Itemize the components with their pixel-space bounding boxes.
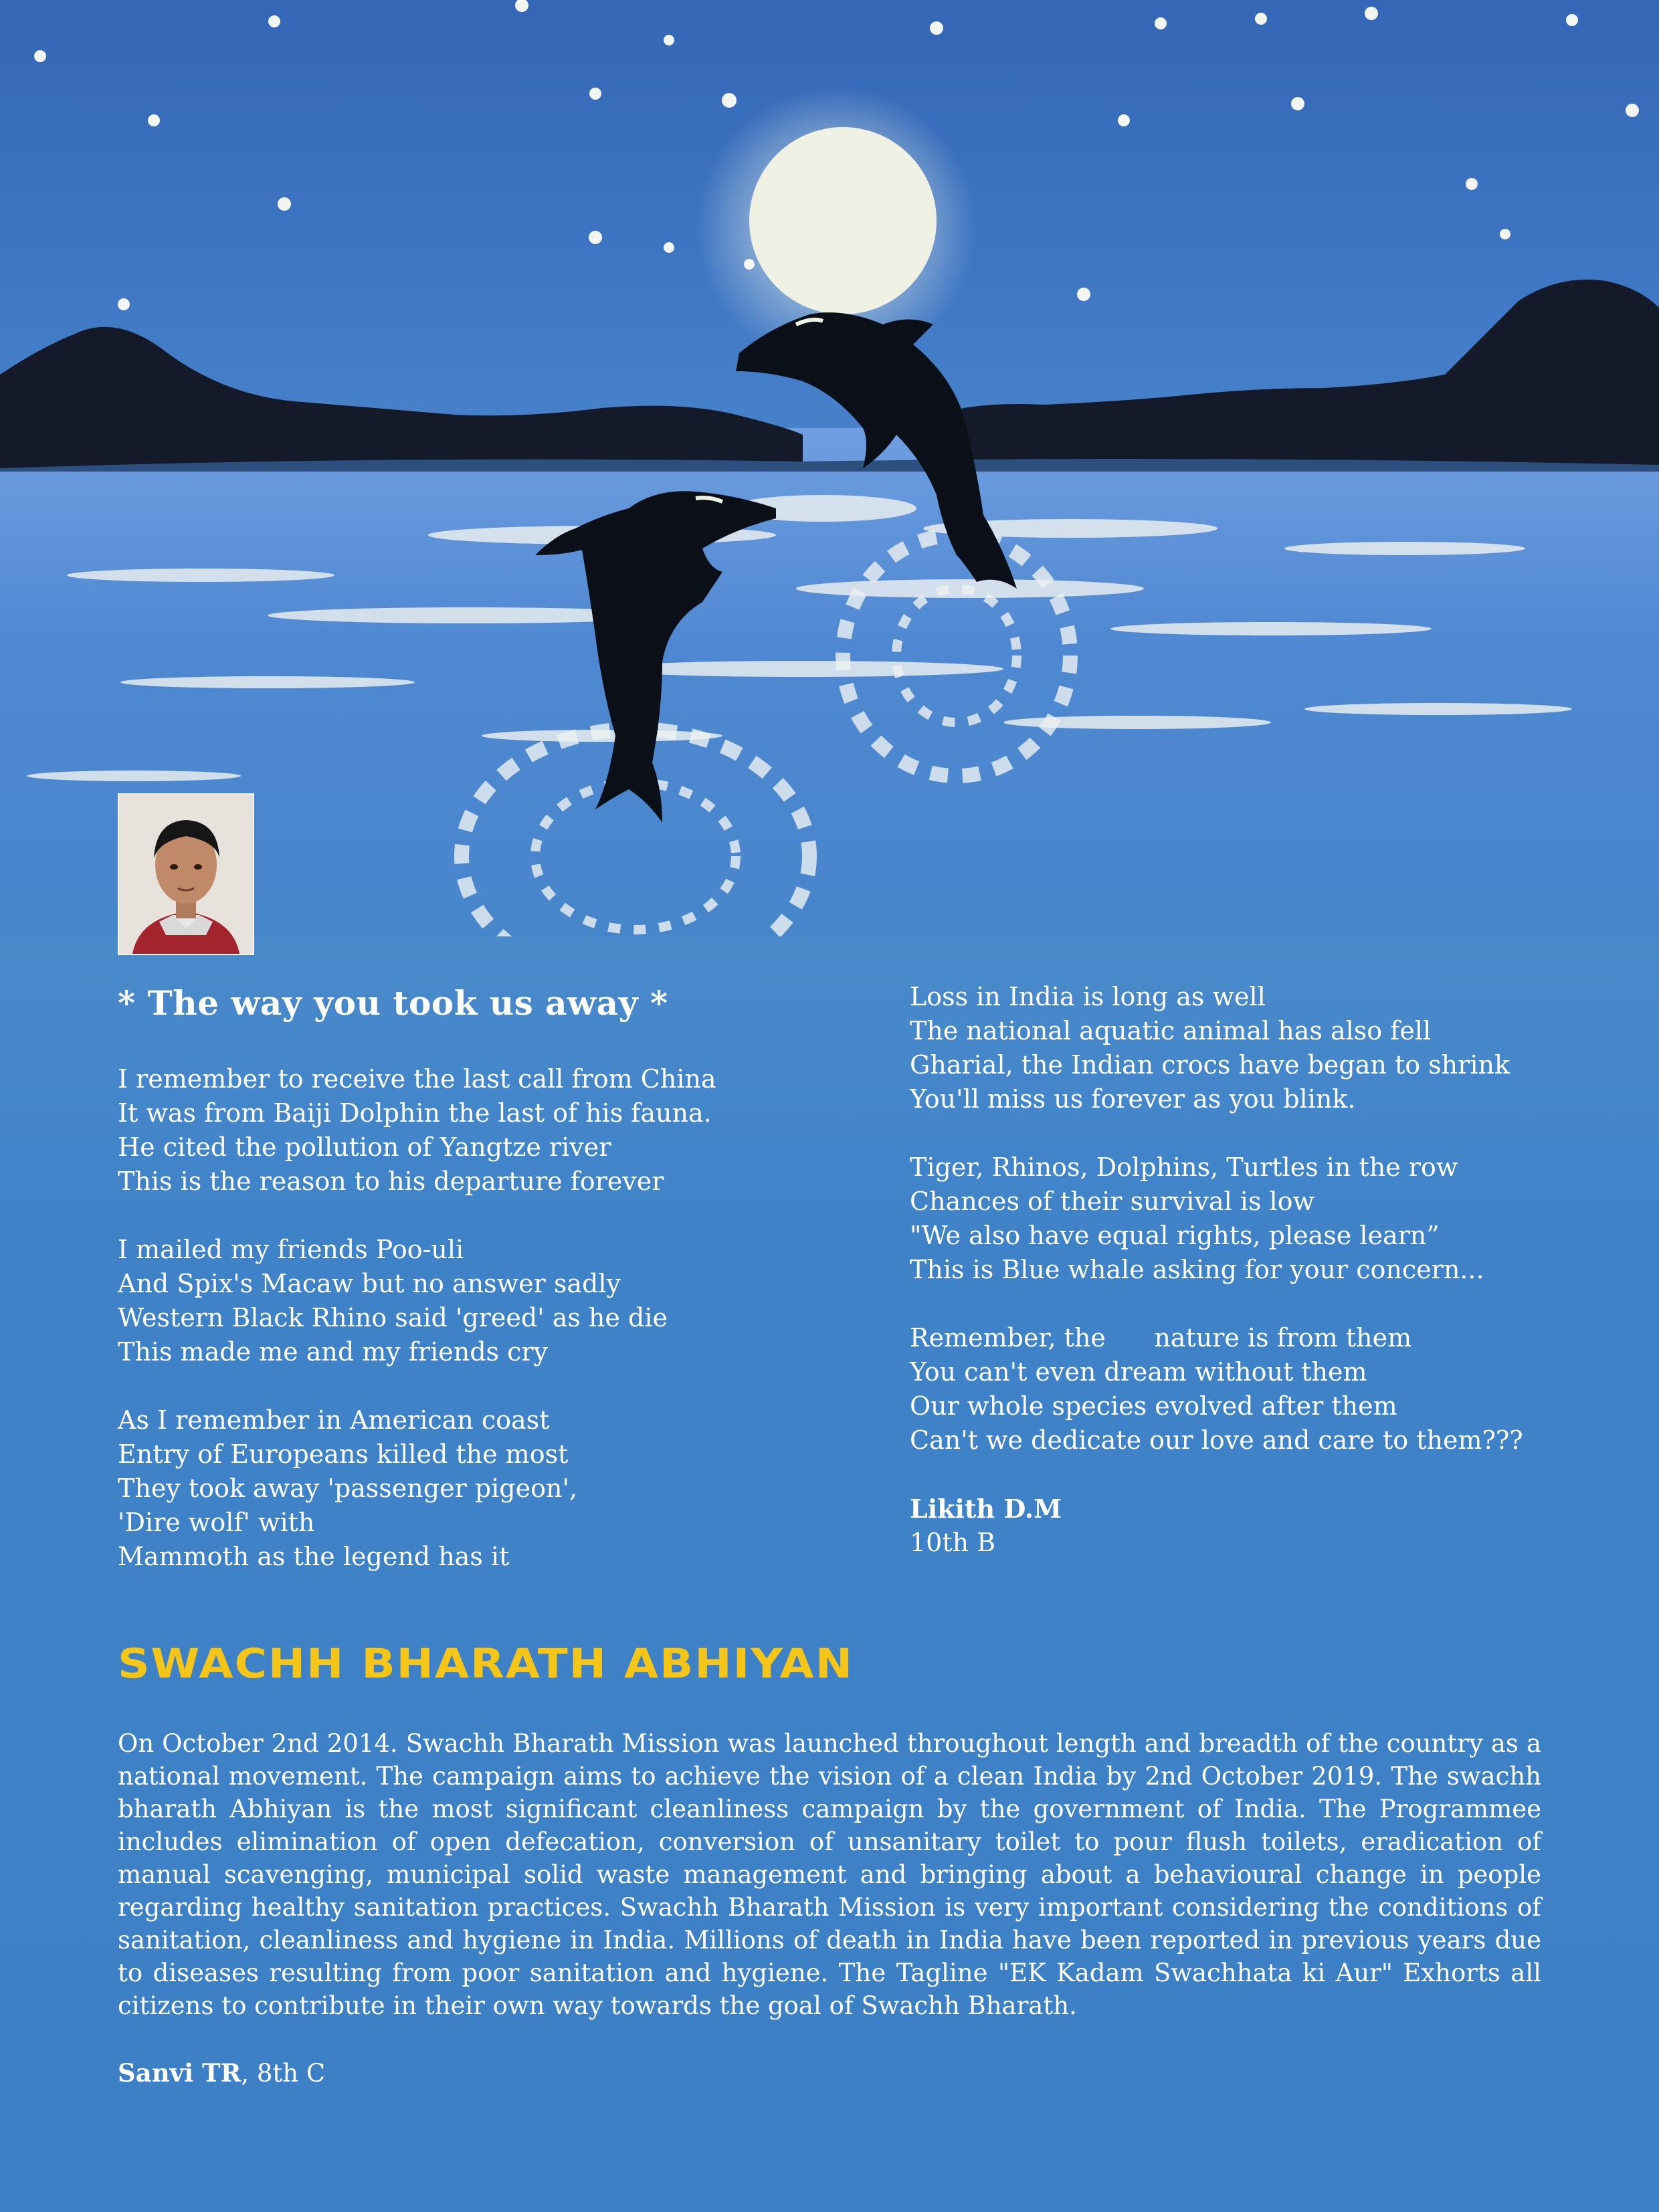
poem-left-column [118,1062,874,1608]
poem-author-class: 10th B [910,1528,996,1557]
poem-line: Our whole species evolved after them [910,1391,1397,1421]
poem-line: I mailed my friends Poo-uli [118,1235,464,1264]
poem-line: You'll miss us forever as you blink. [910,1084,1356,1114]
poem-line: This made me and my friends cry [118,1337,549,1367]
poem-line: He cited the pollution of Yangtze river [118,1132,611,1162]
poem-author: Likith D.M [910,1494,1062,1524]
poem-line: Entry of Europeans killed the most [118,1439,569,1469]
stanza [910,980,1579,1116]
author-photo [118,793,254,955]
poem-line: Western Black Rhino said 'greed' as he die [118,1303,668,1332]
poem-line: I remember to receive the last call from China [118,1064,716,1094]
stanza [118,1062,874,1199]
article-title: SWACHH BHARATH ABHIYAN [118,1640,854,1688]
poem-right-column [910,980,1579,1560]
stanza [118,1233,874,1369]
article-byline [118,2057,325,2090]
poem-line: Chances of their survival is low [910,1187,1315,1216]
poem-title: * The way you took us away * [118,983,668,1023]
article-author-class: , 8th C [241,2059,326,2088]
poem-line: And Spix's Macaw but no answer sadly [118,1269,621,1298]
poem-line: Can't we dedicate our love and care to them??? [910,1425,1523,1455]
portrait-image [119,795,253,954]
moon [749,127,937,314]
poem-line: This is the reason to his departure forever [118,1167,664,1196]
stanza [910,1321,1579,1457]
poem-line: Remember, the nature is from them [910,1323,1412,1352]
stanza [910,1150,1579,1287]
poem-line: The national aquatic animal has also fell [910,1016,1432,1045]
poem-line: "We also have equal rights, please learn” [910,1221,1440,1250]
poem-line: This is Blue whale asking for your concern... [910,1255,1484,1284]
poem-line: They took away 'passenger pigeon', [118,1474,577,1503]
poem-line: As I remember in American coast [118,1405,550,1435]
poem-line: Tiger, Rhinos, Dolphins, Turtles in the row [910,1152,1458,1182]
poem-line: 'Dire wolf' with [118,1508,315,1537]
stanza [118,1403,874,1574]
article-body: On October 2nd 2014. Swachh Bharath Mission was launched throughout length and breadth of the country as a national movement. The campaign aims to achieve the vision of a clean India by 2nd October 2019. The swachh bharath Abhiyan is the most significant cleanliness campaign by the government of India. The Programmee includes elimination of open defecation, conversion of unsanitary toilet to pour flush toilets, eradication of manual scavenging, municipal solid waste management and bringing about a behavioural change in people regarding healthy sanitation practices. Swachh Bharath Mission is very important considering the conditions of sanitation, cleanliness and hygiene in India. Millions of death in India have been reported in previous years due to diseases resulting from poor sanitation and hygiene. The Tagline "EK Kadam Swachhata ki Aur" Exhorts all citizens to contribute in their own way towards the goal of Swachh Bharath. [118,1729,1541,2020]
poem-line: Gharial, the Indian crocs have began to shrink [910,1050,1510,1080]
poem-line: You can't even dream without them [910,1357,1367,1387]
poem-line: It was from Baiji Dolphin the last of his fauna. [118,1098,712,1128]
poem-line: Mammoth as the legend has it [118,1542,510,1571]
article-author: Sanvi TR [118,2058,241,2088]
poem-line: Loss in India is long as well [910,982,1266,1011]
